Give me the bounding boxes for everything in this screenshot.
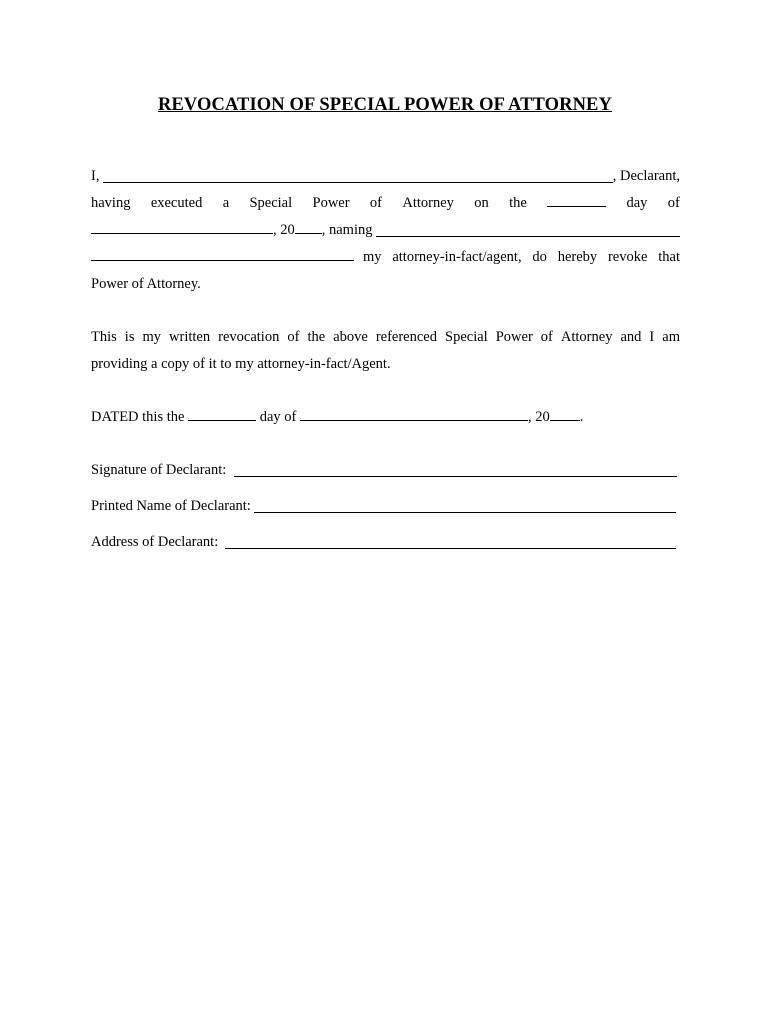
word: on (474, 195, 489, 211)
word: a (222, 195, 230, 211)
signature-blank[interactable] (234, 475, 677, 477)
signature-row (91, 457, 677, 484)
word: above (333, 329, 368, 345)
revocation-paragraph (91, 324, 680, 378)
word: Power (312, 195, 350, 211)
word: of (369, 195, 382, 211)
dated-section (91, 404, 680, 431)
dated-label: DATED this the (91, 409, 185, 425)
dated-period: . (579, 409, 584, 425)
dated-year-prefix: , 20 (527, 409, 550, 425)
word: Special (445, 329, 488, 345)
word: the (307, 329, 326, 345)
signature-label: Signature of Declarant: (91, 462, 227, 478)
address-row (91, 529, 676, 556)
declaration-line-2 (91, 190, 680, 217)
word: This (91, 329, 117, 345)
word: I (649, 329, 655, 345)
word: and (620, 329, 642, 345)
word: executed (150, 195, 203, 211)
document-title: REVOCATION OF SPECIAL POWER OF ATTORNEY (158, 95, 612, 115)
declaration-paragraph (91, 163, 680, 298)
word: Power (495, 329, 533, 345)
signature-section (91, 457, 677, 484)
word: Attorney (560, 329, 613, 345)
execution-month-blank[interactable] (91, 232, 273, 234)
revoke-text: my attorney-in-fact/agent, do hereby revoke that (363, 249, 680, 265)
dated-line (91, 404, 680, 431)
word: Attorney (402, 195, 454, 211)
dated-day-blank[interactable] (188, 419, 256, 421)
dated-month-blank[interactable] (300, 419, 528, 421)
naming-label: , naming (321, 222, 373, 238)
word: written (169, 329, 211, 345)
word: of (540, 329, 553, 345)
declaration-i-label: I, (91, 168, 100, 184)
word: is (124, 329, 135, 345)
power-of-attorney-text: Power of Attorney. (91, 276, 201, 292)
word: of (667, 195, 680, 211)
execution-year-blank[interactable] (295, 232, 322, 234)
declaration-line-3 (91, 217, 680, 244)
dated-year-blank[interactable] (550, 419, 580, 421)
declarant-name-blank[interactable] (103, 181, 613, 183)
revocation-line-2 (91, 351, 680, 378)
year-prefix: , 20 (273, 222, 295, 238)
word: day (626, 195, 648, 211)
execution-day-blank[interactable] (547, 205, 606, 207)
agent-name-blank-1[interactable] (376, 235, 680, 237)
agent-name-blank-2[interactable] (91, 259, 354, 261)
word: of (287, 329, 300, 345)
word: my (142, 329, 162, 345)
revocation-line-1 (91, 324, 680, 351)
address-label: Address of Declarant: (91, 534, 219, 550)
word: Special (249, 195, 293, 211)
word: having (91, 195, 131, 211)
declarant-label: , Declarant, (612, 168, 680, 184)
day-of-label: day of (259, 409, 297, 425)
word: revocation (218, 329, 280, 345)
declaration-line-5 (91, 271, 680, 298)
address-blank[interactable] (225, 547, 676, 549)
printed-name-section (91, 493, 676, 520)
word: the (509, 195, 527, 211)
declaration-line-1 (91, 163, 680, 190)
word: am (662, 329, 680, 345)
address-section (91, 529, 676, 556)
printed-name-row (91, 493, 676, 520)
revocation-copy-text: providing a copy of it to my attorney-in-fact/Agent. (91, 356, 391, 372)
declaration-line-4 (91, 244, 680, 271)
printed-name-blank[interactable] (254, 511, 676, 513)
word: referenced (375, 329, 437, 345)
printed-name-label: Printed Name of Declarant: (91, 498, 251, 514)
